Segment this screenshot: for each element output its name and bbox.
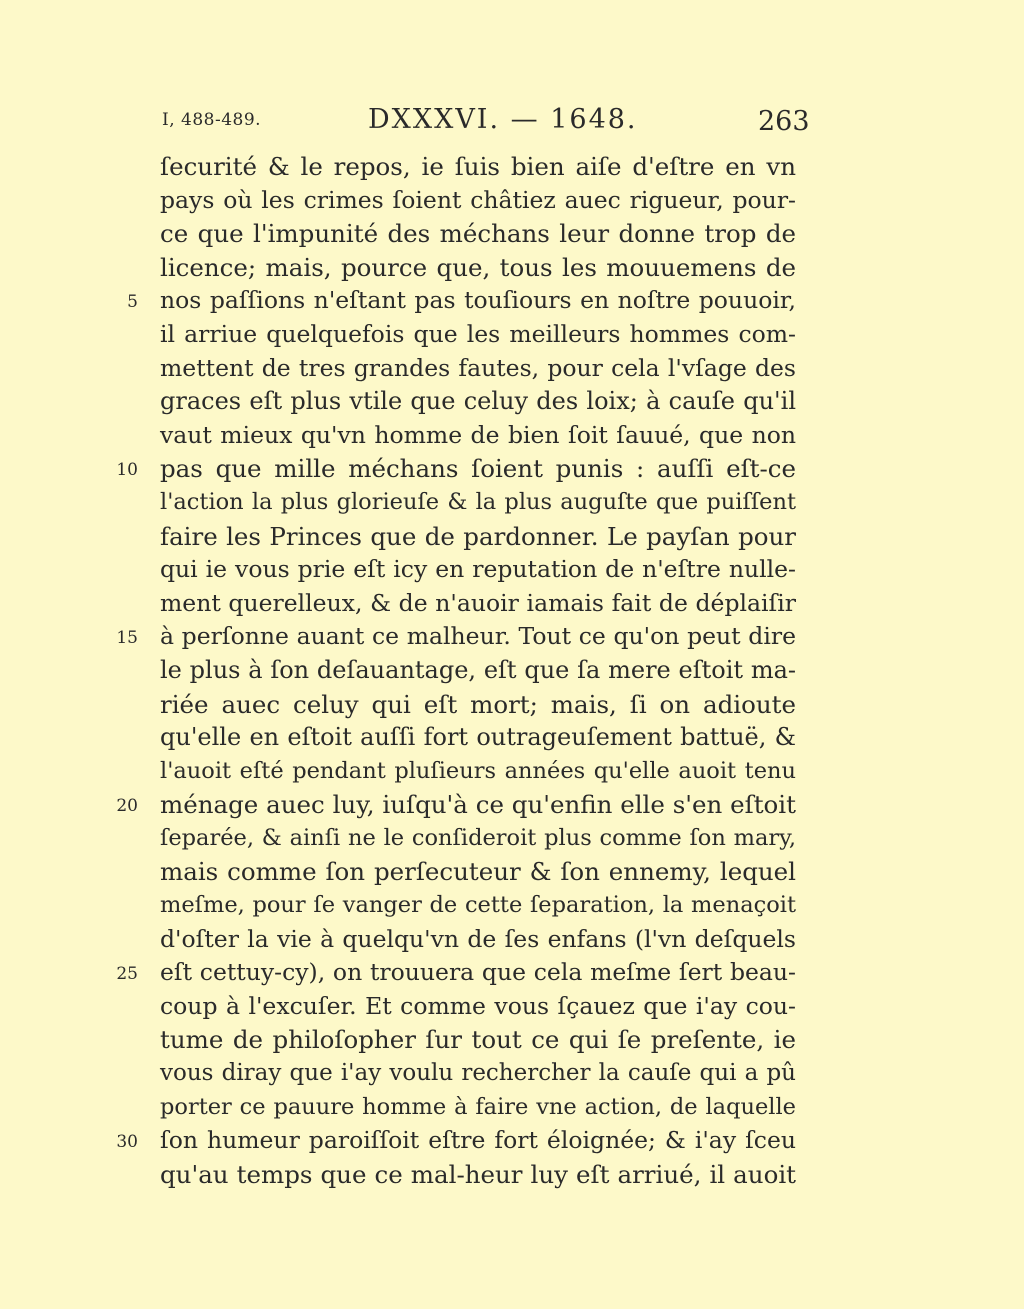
line-number: 30 [116,1132,138,1153]
text-line [0,385,1024,419]
line-text: riée auec celuy qui eſt mort; mais, ſi on adioute [160,689,796,719]
line-number: 5 [127,292,138,313]
text-line [0,889,1024,923]
text-line [0,486,1024,520]
text-line [0,1023,1024,1057]
line-text: licence; mais, pource que, tous les mouuemens de [160,252,796,282]
line-text: qui ie vous prie eſt icy en reputation de n'eſtre nulle- [160,555,796,584]
text-line [0,587,1024,621]
line-text: il arriue quelquefois que les meilleurs hommes com- [160,319,796,348]
running-header [0,104,1024,144]
text-line [0,654,1024,688]
line-text: nos paſſions n'eſtant pas touſiours en noſtre pouuoir, [160,286,796,315]
text-line [0,721,1024,755]
text-line [0,184,1024,218]
line-text: pas que mille méchans ſoient punis : auſſi eſt-ce [160,454,796,484]
text-line [0,788,1024,822]
line-text: d'oſter la vie à quelqu'vn de ſes enfans (l'vn deſquels [160,924,796,953]
volume-reference: I, 488-489. [162,110,262,130]
text-line [0,1158,1024,1192]
line-text: ſon humeur paroiſſoit eſtre fort éloignée; & i'ay ſceu [160,1126,796,1155]
text-line [0,956,1024,990]
text-line [0,688,1024,722]
line-text: graces eſt plus vtile que celuy des loix; à cauſe qu'il [160,387,796,416]
line-text: à perſonne auant ce malheur. Tout ce qu'on peut dire [160,622,796,651]
text-line [0,620,1024,654]
page-number: 263 [758,106,810,137]
line-text: ce que l'impunité des méchans leur donne trop de [160,219,796,249]
line-text: faire les Princes que de pardonner. Le payſan pour [160,521,796,551]
text-line [0,452,1024,486]
text-line [0,1091,1024,1125]
line-text: mais comme ſon perſecuteur & ſon ennemy, lequel [160,857,796,887]
text-line [0,217,1024,251]
line-text: tume de philoſopher ſur tout ce qui ſe preſente, ie [160,1025,796,1055]
line-number: 20 [116,796,138,817]
text-line [0,284,1024,318]
text-line [0,855,1024,889]
text-line [0,553,1024,587]
line-text: pays où les crimes ſoient châtiez auec rigueur, pour- [160,185,796,214]
text-line [0,1124,1024,1158]
line-number: 15 [116,628,138,649]
text-line [0,150,1024,184]
text-line [0,822,1024,856]
line-text: coup à l'excuſer. Et comme vous ſçauez que i'ay cou- [160,991,796,1020]
line-text: meſme, pour ſe vanger de cette ſeparation, la menaçoit [160,892,796,919]
line-text: l'auoit eſté pendant pluſieurs années qu'elle auoit tenu [160,757,796,784]
line-text: mettent de tres grandes fautes, pour cela l'vſage des [160,353,796,382]
line-text: le plus à ſon deſauantage, eſt que ſa mere eſtoit ma- [160,655,796,684]
letter-title: DXXXVI. — 1648. [368,104,638,135]
line-text: qu'au temps que ce mal-heur luy eſt arriué, il auoit [160,1159,796,1189]
line-text: l'action la plus glorieuſe & la plus auguſte que puiſſent [160,488,796,515]
line-text: vaut mieux qu'vn homme de bien ſoit ſauué, que non [160,420,796,449]
text-line [0,520,1024,554]
line-number: 25 [116,964,138,985]
text-line [0,352,1024,386]
text-line [0,251,1024,285]
line-number: 10 [116,460,138,481]
text-line [0,923,1024,957]
text-line [0,1057,1024,1091]
text-line [0,990,1024,1024]
line-text: ſeparée, & ainſi ne le conſideroit plus comme ſon mary, [160,824,796,851]
text-line [0,755,1024,789]
line-text: ménage auec luy, iuſqu'à ce qu'enfin elle s'en eſtoit [160,790,796,820]
line-text: ment querelleux, & de n'auoir iamais fait de déplaiſir [160,588,796,617]
line-text: vous diray que i'ay voulu rechercher la cauſe qui a pû [160,1060,796,1087]
text-line [0,318,1024,352]
line-text: ſecurité & le repos, ie ſuis bien aiſe d'eſtre en vn [160,152,796,181]
line-text: eſt cettuy-cy), on trouuera que cela meſme ſert beau- [160,958,796,987]
line-text: qu'elle en eſtoit auſſi fort outrageuſement battuë, & [160,723,796,752]
line-text: porter ce pauure homme à faire vne action, de laquelle [160,1093,796,1120]
text-line [0,419,1024,453]
letter-body [0,150,1024,1191]
